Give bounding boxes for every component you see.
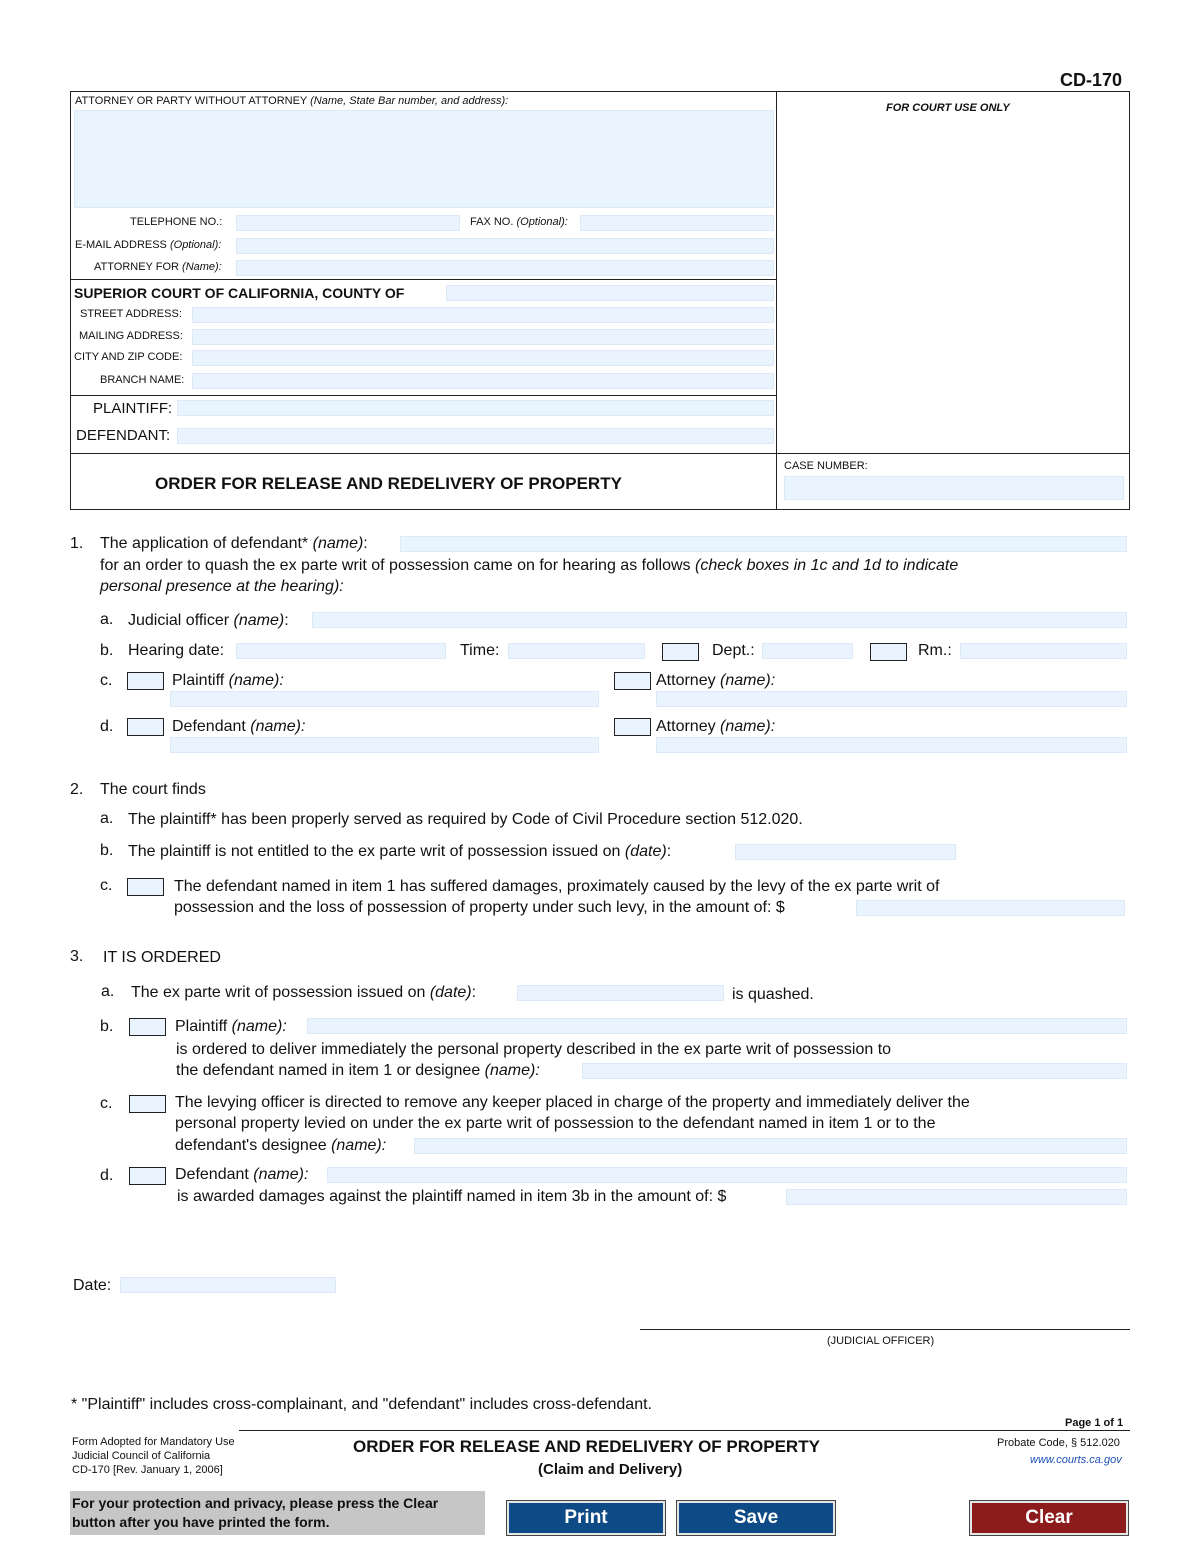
item3c-line3-text: defendant's designee <box>175 1137 327 1154</box>
fax-field[interactable] <box>580 215 774 231</box>
doc-title: ORDER FOR RELEASE AND REDELIVERY OF PROPERTY <box>155 474 622 493</box>
fax-label <box>470 216 568 228</box>
divider-parties <box>70 395 777 396</box>
court-use-label: FOR COURT USE ONLY <box>886 102 1010 114</box>
item1d-label <box>172 718 305 736</box>
item1d-attorney-label <box>656 718 775 736</box>
defendant-attorney-checkbox[interactable] <box>614 718 651 736</box>
defendant-designee-name-field[interactable] <box>414 1138 1127 1154</box>
attorney-for-field[interactable] <box>236 260 774 276</box>
item1a-label: Judicial officer (name): <box>128 612 289 629</box>
item1a-text: Judicial officer <box>128 612 230 629</box>
item3a-label: The ex parte writ of possession issued on (date): <box>131 984 477 1001</box>
item1d-letter: d. <box>100 718 114 735</box>
county-field[interactable] <box>446 285 774 301</box>
plaintiff-field[interactable] <box>177 400 774 416</box>
plaintiff-present-name-field[interactable] <box>170 691 599 707</box>
item2c-line2: possession and the loss of possession of property under such levy, in the amount of: $ <box>174 899 785 916</box>
item1c-attorney-label <box>656 672 775 690</box>
item2c-letter: c. <box>100 877 113 894</box>
city-field[interactable] <box>192 350 774 366</box>
item1-name-hint: (name) <box>312 535 364 552</box>
rm-field[interactable] <box>960 643 1127 659</box>
defendant-label: DEFENDANT: <box>76 427 171 444</box>
item3b-hint: (name): <box>231 1018 287 1035</box>
adoption-info <box>72 1435 235 1477</box>
item2a-letter: a. <box>100 810 114 827</box>
defendant-damages-name-field[interactable] <box>327 1167 1127 1183</box>
item3b-line2: is ordered to deliver immediately the personal property described in the ex parte writ of possession to <box>176 1041 892 1058</box>
clear-button[interactable]: Clear <box>970 1501 1128 1535</box>
plaintiff-present-checkbox[interactable] <box>127 672 164 690</box>
plaintiff-attorney-checkbox[interactable] <box>614 672 651 690</box>
item3-num: 3. <box>70 948 84 965</box>
rm-label: Rm.: <box>918 642 952 659</box>
item1d-attorney-text: Attorney <box>656 718 716 735</box>
signature-line[interactable] <box>640 1329 1130 1330</box>
attorney-for-label-hint: (Name): <box>182 261 222 273</box>
item1a-hint: (name) <box>233 612 285 629</box>
damages-finding-checkbox[interactable] <box>127 878 164 896</box>
applicant-name-field[interactable] <box>400 536 1127 552</box>
item1d-hint: (name): <box>250 718 306 735</box>
dept-field[interactable] <box>762 643 853 659</box>
item1c-hint: (name): <box>228 672 284 689</box>
mailing-label: MAILING ADDRESS: <box>79 330 183 342</box>
item2b-letter: b. <box>100 842 114 859</box>
privacy-notice <box>70 1491 485 1535</box>
item3b-text: Plaintiff <box>175 1018 228 1035</box>
item3d-letter: d. <box>100 1167 114 1184</box>
privacy-line1: For your protection and privacy, please press the Clear <box>72 1495 439 1511</box>
item1c-attorney-hint: (name): <box>720 672 776 689</box>
item3b-line3-hint: (name): <box>484 1062 540 1079</box>
divider-court <box>70 279 777 280</box>
telephone-label: TELEPHONE NO.: <box>130 216 223 228</box>
item1-num: 1. <box>70 535 84 552</box>
email-label <box>75 239 221 251</box>
courts-link[interactable]: www.courts.ca.gov <box>1030 1454 1122 1466</box>
street-field[interactable] <box>192 307 774 323</box>
branch-field[interactable] <box>192 373 774 389</box>
defendant-damages-checkbox[interactable] <box>129 1167 166 1185</box>
item3c-line3 <box>175 1137 386 1155</box>
form-id: CD-170 <box>1060 70 1123 90</box>
dept-checkbox[interactable] <box>662 643 699 661</box>
dept-label: Dept.: <box>712 642 755 659</box>
item3b-label <box>175 1018 287 1036</box>
item2-text: The court finds <box>100 781 206 798</box>
item1b-letter: b. <box>100 642 114 659</box>
item3b-letter: b. <box>100 1018 114 1035</box>
item3c-letter: c. <box>100 1095 113 1112</box>
item1-line2-text: for an order to quash the ex parte writ of possession came on for hearing as follows <box>100 557 691 574</box>
item1c-attorney-text: Attorney <box>656 672 716 689</box>
email-label-text: E-MAIL ADDRESS <box>75 239 167 251</box>
footnote: * "Plaintiff" includes cross-complainant, and "defendant" includes cross-defendant. <box>71 1396 652 1413</box>
footer-title: ORDER FOR RELEASE AND REDELIVERY OF PROPERTY <box>353 1437 820 1456</box>
item1-text <box>100 535 368 553</box>
item1c-text: Plaintiff <box>172 672 225 689</box>
rm-checkbox[interactable] <box>870 643 907 661</box>
mailing-field[interactable] <box>192 329 774 345</box>
defendant-attorney-name-field[interactable] <box>656 737 1127 753</box>
item3c-line2: personal property levied on under the ex parte writ of possession to the defendant named in item 1 or to the <box>175 1115 936 1132</box>
attorney-label <box>75 95 508 107</box>
item1-line2-hint: (check boxes in 1c and 1d to indicate <box>695 557 959 574</box>
plaintiff-label: PLAINTIFF: <box>93 400 173 417</box>
privacy-line2: button after you have printed the form. <box>72 1514 330 1530</box>
item3d-label <box>175 1166 308 1184</box>
item2b-text: The plaintiff is not entitled to the ex parte writ of possession issued on <box>128 843 621 860</box>
time-field[interactable] <box>508 643 645 659</box>
item2b-label: The plaintiff is not entitled to the ex parte writ of possession issued on (date): <box>128 843 672 860</box>
item3d-line2: is awarded damages against the plaintiff named in item 3b in the amount of: $ <box>177 1188 727 1205</box>
defendant-field[interactable] <box>177 428 774 444</box>
writ-issued-date-field[interactable] <box>735 844 956 860</box>
item2b-hint: (date) <box>624 843 667 860</box>
item1c-letter: c. <box>100 672 113 689</box>
fax-label-text: FAX NO. <box>470 216 514 228</box>
header-right-box <box>776 91 1130 454</box>
quashed-writ-date-field[interactable] <box>517 985 724 1001</box>
footer-subtitle: (Claim and Delivery) <box>538 1461 683 1478</box>
save-button[interactable]: Save <box>677 1501 835 1535</box>
telephone-field[interactable] <box>236 215 460 231</box>
item1-line2 <box>100 557 958 575</box>
item3c-line3-hint: (name): <box>331 1137 387 1154</box>
item1-line3-hint: personal presence at the hearing): <box>100 578 344 595</box>
item3b-line3-text: the defendant named in item 1 or designee <box>176 1062 481 1079</box>
hearing-date-field[interactable] <box>236 643 446 659</box>
case-number-label: CASE NUMBER: <box>784 460 868 472</box>
attorney-for-label-text: ATTORNEY FOR <box>94 261 179 273</box>
attorney-address-field[interactable] <box>74 110 774 208</box>
hearing-date-label: Hearing date: <box>128 642 225 659</box>
item3-text: IT IS ORDERED <box>103 949 221 966</box>
attorney-for-label <box>94 261 222 273</box>
adopted-line3: CD-170 [Rev. January 1, 2006] <box>72 1464 223 1476</box>
item3b-line3 <box>176 1062 540 1080</box>
defendant-present-checkbox[interactable] <box>127 718 164 736</box>
email-field[interactable] <box>236 238 774 254</box>
email-label-hint: (Optional): <box>169 239 222 251</box>
item3a-text: The ex parte writ of possession issued on <box>131 984 426 1001</box>
item3a-end: is quashed. <box>732 986 814 1003</box>
designee-name-field[interactable] <box>582 1063 1127 1079</box>
item2-num: 2. <box>70 781 84 798</box>
judicial-officer-label: (JUDICIAL OFFICER) <box>827 1335 935 1347</box>
court-title: SUPERIOR COURT OF CALIFORNIA, COUNTY OF <box>74 285 405 301</box>
judicial-officer-field[interactable] <box>312 612 1127 628</box>
fax-label-hint: (Optional): <box>516 216 568 228</box>
item3d-text: Defendant <box>175 1166 249 1183</box>
damages-amount-field[interactable] <box>856 900 1125 916</box>
plaintiff-deliver-name-field[interactable] <box>307 1018 1127 1034</box>
defendant-present-name-field[interactable] <box>170 737 599 753</box>
item1d-attorney-hint: (name): <box>720 718 776 735</box>
plaintiff-attorney-name-field[interactable] <box>656 691 1127 707</box>
case-number-field[interactable] <box>784 476 1124 500</box>
item1-line3 <box>100 578 344 596</box>
attorney-label-text: ATTORNEY OR PARTY WITHOUT ATTORNEY <box>75 95 308 107</box>
item1c-label <box>172 672 284 690</box>
plaintiff-deliver-checkbox[interactable] <box>129 1018 166 1036</box>
item3c-line1: The levying officer is directed to remove any keeper placed in charge of the property and immediately deliver the <box>175 1094 970 1111</box>
page-number: Page 1 of 1 <box>1065 1417 1124 1429</box>
city-label: CITY AND ZIP CODE: <box>74 351 183 363</box>
item3d-hint: (name): <box>253 1166 309 1183</box>
item1-text-main: The application of defendant* <box>100 535 309 552</box>
awarded-amount-field[interactable] <box>786 1189 1127 1205</box>
street-label: STREET ADDRESS: <box>80 308 182 320</box>
time-label: Time: <box>460 642 500 659</box>
print-button[interactable]: Print <box>507 1501 665 1535</box>
footer-rule <box>239 1430 1130 1431</box>
item2a-text: The plaintiff* has been properly served as required by Code of Civil Procedure section 512.020. <box>128 811 803 828</box>
adopted-line2: Judicial Council of California <box>72 1450 211 1462</box>
branch-label: BRANCH NAME: <box>100 374 185 386</box>
attorney-label-hint: (Name, State Bar number, and address): <box>310 95 509 107</box>
adopted-line1: Form Adopted for Mandatory Use <box>72 1436 235 1448</box>
item2c-line1: The defendant named in item 1 has suffered damages, proximately caused by the levy of the ex parte writ of <box>174 878 940 895</box>
item1a-letter: a. <box>100 611 114 628</box>
levying-officer-checkbox[interactable] <box>129 1095 166 1113</box>
order-date-field[interactable] <box>120 1277 336 1293</box>
date-label: Date: <box>73 1277 112 1294</box>
item1d-text: Defendant <box>172 718 246 735</box>
item1-colon: : <box>363 535 368 552</box>
item3a-hint: (date) <box>429 984 472 1001</box>
probate-code: Probate Code, § 512.020 <box>997 1437 1120 1449</box>
item3a-letter: a. <box>101 983 115 1000</box>
